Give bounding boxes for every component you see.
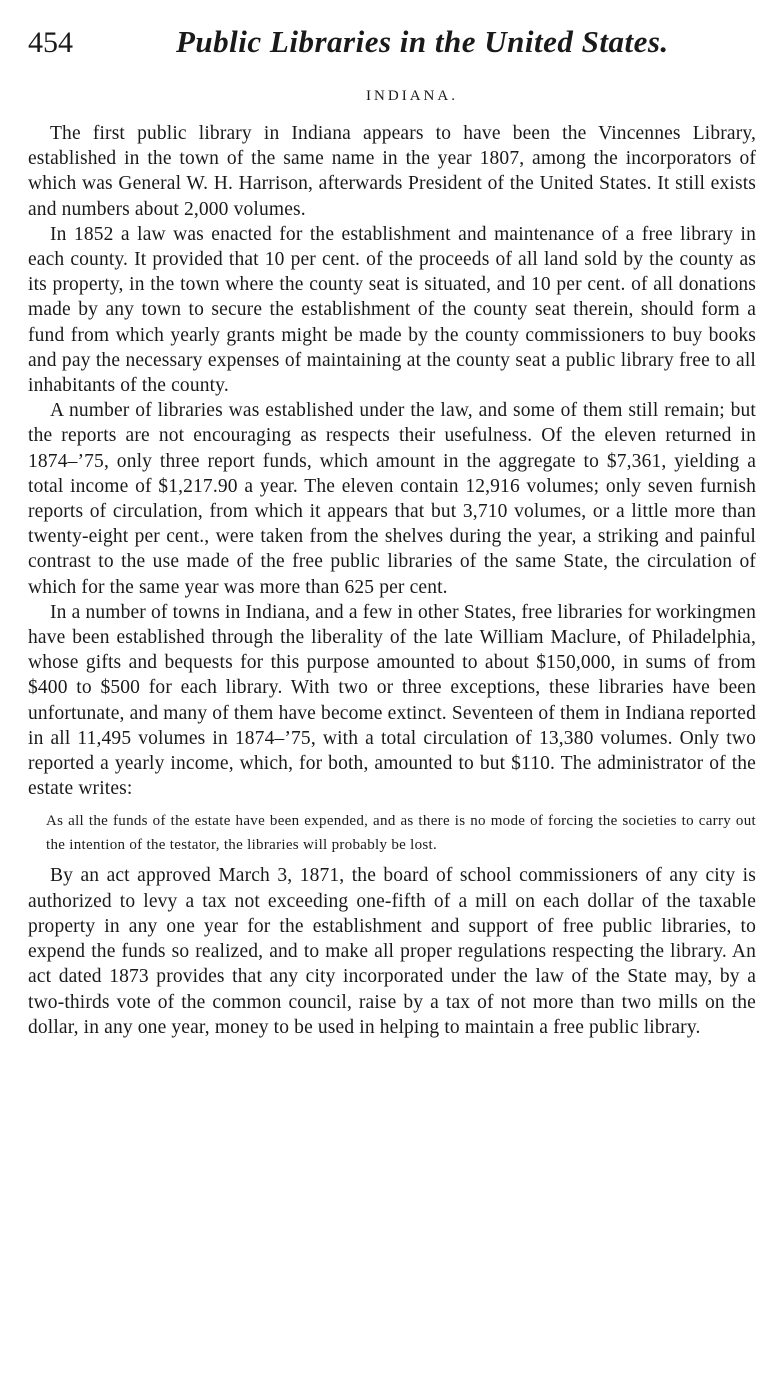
paragraph-vincennes-library: The first public library in Indiana appears to have been the Vincennes Library, established in the town of the same name in the year 1807, among the incorporators of which was General W. H. Harrison, afterwards President of the United States. It still exists and numbers about 2,000 volumes. [28,123,756,220]
paragraph-act-of-1871: By an act approved March 3, 1871, the board of school commissioners of any city is authorized to levy a tax not exceeding one-fifth of a mill on each dollar of the taxable property in any one year for the establishment and support of free public libraries, to expend the funds so realized, and to make all proper regulations respecting the library. An act dated 1873 provides that any city incorporated under the law of the State may, by a two-thirds vote of the common council, raise by a tax of not more than two mills on the dollar, in any one year, money to be used in helping to maintain a free public library. [28,865,756,1038]
section-heading: INDIANA. [366,88,458,104]
page-number: 454 [28,26,73,59]
block-quote: As all the funds of the estate have been expended, and as there is no mode of forcing the societies to carry out the intention of the testator, the libraries will probably be lost. [46,813,756,854]
running-title: Public Libraries in the United States. [176,24,669,59]
paragraph-county-libraries: A number of libraries was established under the law, and some of them still remain; but the reports are not encouraging as respects their usefulness. Of the eleven returned in 1874–’75, only three report funds, which amount in the aggregate to $7,361, yielding a total income of $1,217.90 a year. The eleven contain 12,916 volumes; only seven furnish reports of circulation, from which it appears that but 3,710 volumes, or a little more than twenty-eight per cent., were taken from the shelves during the year, a striking and painful contrast to the use made of the free public libraries of the same State, the circulation of which for the same year was more than 625 per cent. [28,400,756,598]
paragraph-law-of-1852: In 1852 a law was enacted for the establishment and maintenance of a free library in each county. It provided that 10 per cent. of the proceeds of all land sold by the county as its property, in the town where the county seat is situated, and 10 per cent. of all donations made by any town to secure the establishment of the county seat therein, should form a fund from which yearly grants might be made by the county commissioners to buy books and pay the necessary expenses of maintaining at the county seat a public library free to all inhabitants of the county. [28,223,756,397]
paragraph-maclure-libraries: In a number of towns in Indiana, and a few in other States, free libraries for workingmen have been established through the liberality of the late William Maclure, of Philadelphia, whose gifts and bequests for this purpose amounted to about $150,000, in sums of from $400 to $500 for each library. With two or three exceptions, these libraries have been unfortunate, and many of them have become extinct. Seventeen of them in Indiana reported in all 11,495 volumes in 1874–’75, with a total circulation of 13,380 volumes. Only two reported a yearly income, which, for both, amounted to but $110. The administrator of the estate writes: [28,601,756,800]
book-page [28,22,756,1040]
running-head [28,22,756,78]
